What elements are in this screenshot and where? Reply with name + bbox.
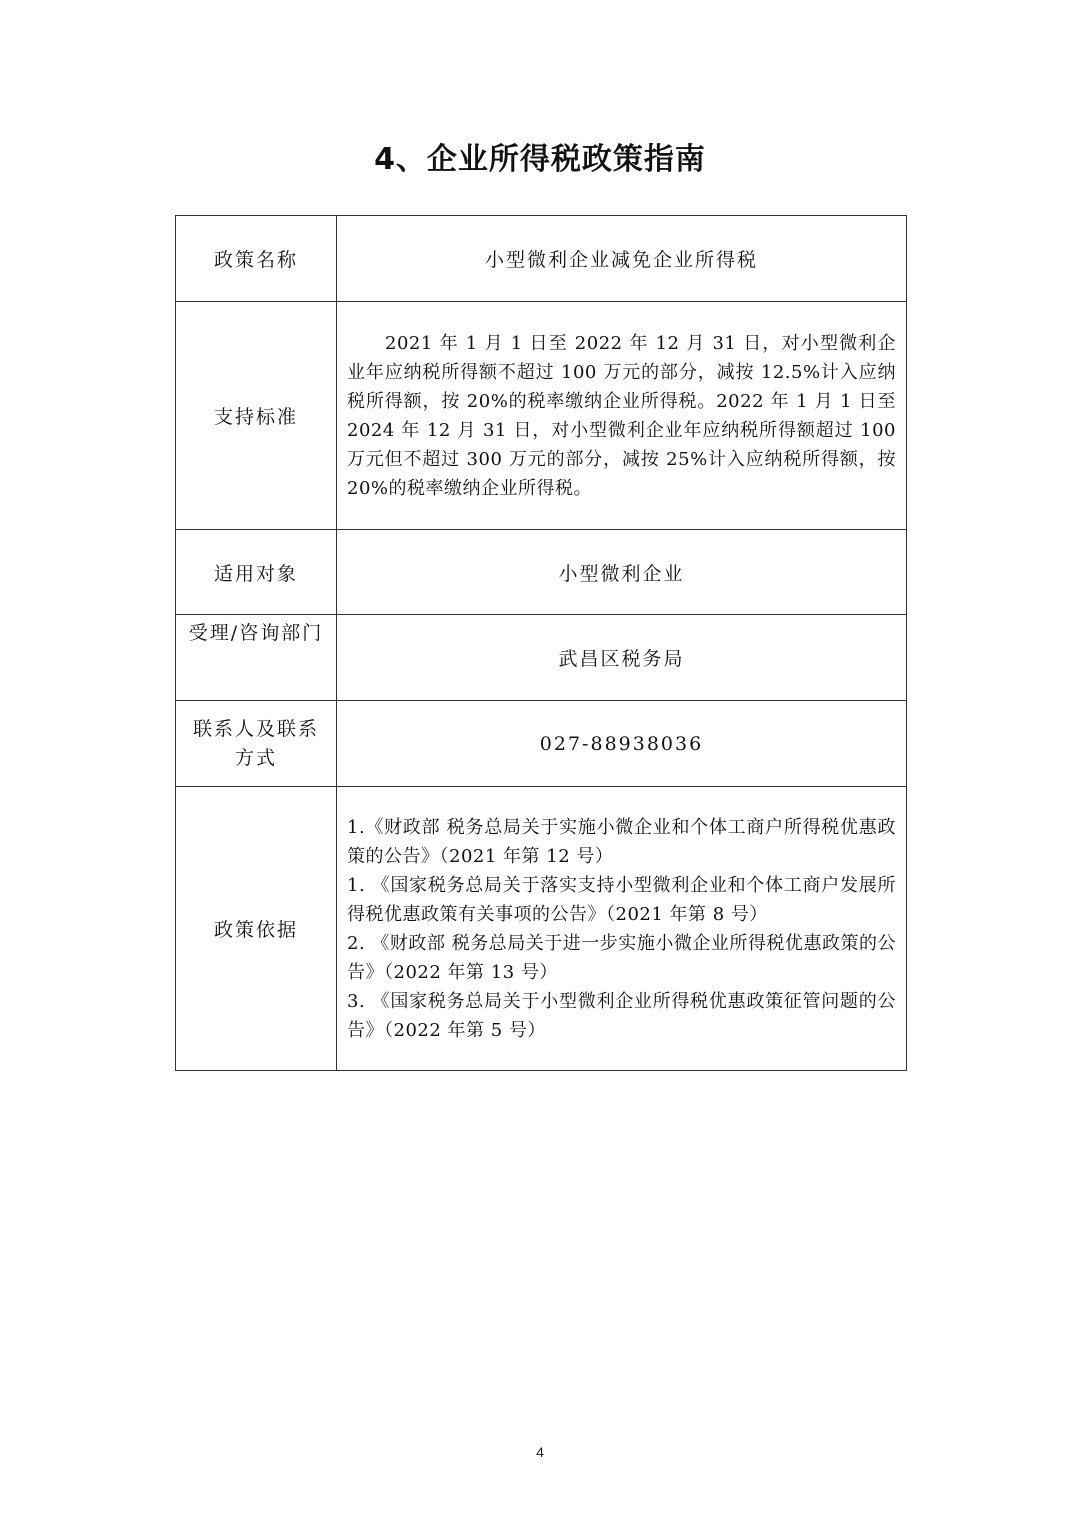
table-row-applicable-target [176, 530, 907, 615]
table-row-support-standard [176, 302, 907, 530]
page-number: 4 [536, 1444, 544, 1460]
table-row-policy-name [176, 216, 907, 302]
support-standard-cell [337, 302, 907, 530]
list-item: 3. 《国家税务总局关于小型微利企业所得税优惠政策征管问题的公告》（2022 年第 5 号） [347, 990, 896, 1041]
list-item: 1.《财政部 税务总局关于实施小微企业和个体工商户所得税优惠政策的公告》（2021 年第 12 号） [347, 816, 896, 867]
table-row-policy-basis [176, 787, 907, 1071]
department-label: 受理/咨询部门 [188, 622, 324, 644]
list-item: 1. 《国家税务总局关于落实支持小型微利企业和个体工商户发展所得税优惠政策有关事项的公告》（2021 年第 8 号） [347, 874, 896, 925]
policy-basis-cell [337, 787, 907, 1071]
department-value: 武昌区税务局 [337, 615, 907, 701]
table-row-contact [176, 701, 907, 787]
table-row-department [176, 615, 907, 701]
department-label-cell [176, 615, 337, 701]
support-standard-label: 支持标准 [176, 302, 337, 530]
support-standard-value: 2021 年 1 月 1 日至 2022 年 12 月 31 日，对小型微利企业年应纳税所得额不超过 100 万元的部分，减按 12.5%计入应纳税所得额，按 20%的税率缴纳企业所得税。2022 年 1 月 1 日至 2024 年 12 月 31 日，对小型微利企业年应纳税所得额超过 100 万元但不超过 300 万元的部分，减按 25%计入应纳税所得额，按 20%的税率缴纳企业所得税。 [347, 332, 896, 499]
policy-basis-list [337, 813, 906, 1045]
policy-name-value: 小型微利企业减免企业所得税 [337, 216, 907, 302]
applicable-target-label: 适用对象 [176, 530, 337, 615]
policy-name-label: 政策名称 [176, 216, 337, 302]
list-item: 2. 《财政部 税务总局关于进一步实施小微企业所得税优惠政策的公告》（2022 年第 13 号） [347, 932, 896, 983]
applicable-target-value: 小型微利企业 [337, 530, 907, 615]
policy-basis-label: 政策依据 [176, 787, 337, 1071]
contact-label-cell [176, 701, 337, 787]
contact-value: 027-88938036 [337, 701, 907, 787]
policy-table [175, 215, 907, 1071]
page-title: 4、企业所得税政策指南 [374, 142, 706, 177]
contact-label: 联系人及联系方式 [192, 717, 319, 769]
support-standard-paragraph [337, 329, 906, 503]
